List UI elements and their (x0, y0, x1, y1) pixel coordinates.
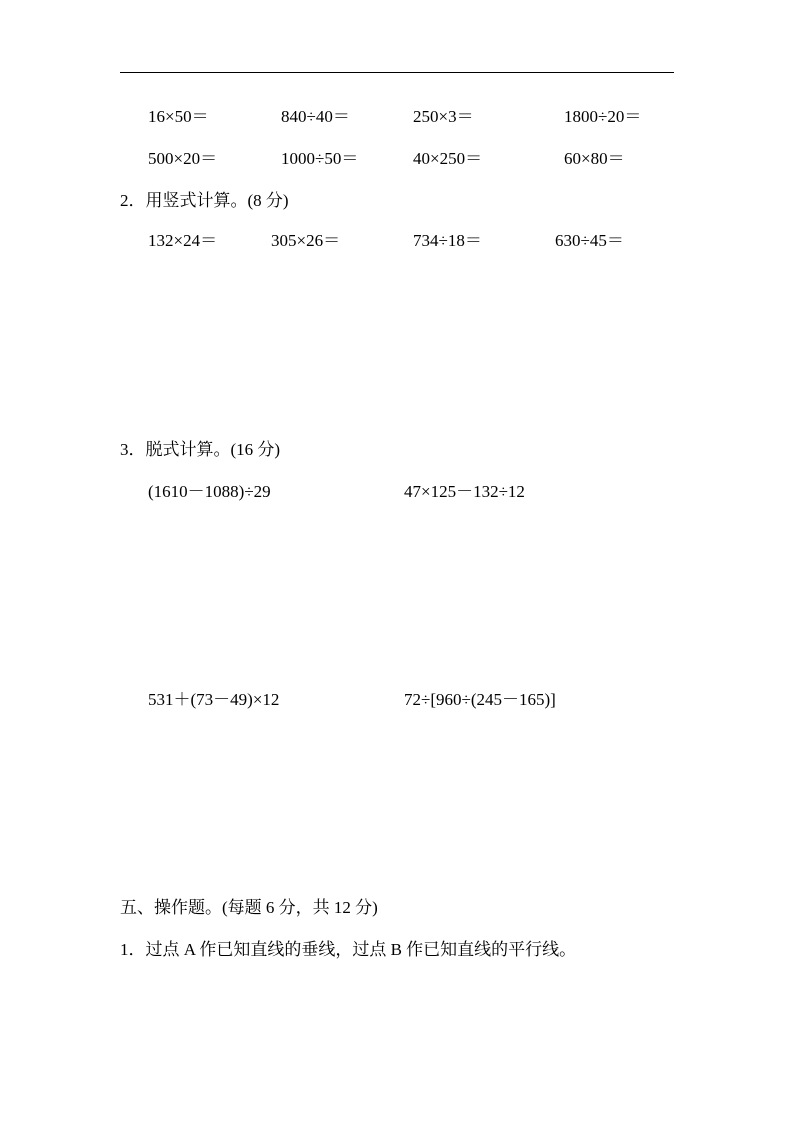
oral-problem: 1000÷50＝ (281, 149, 359, 168)
vertical-calc-problem: 305×26＝ (271, 231, 341, 250)
question-2-heading: 2．用竖式计算。(8 分) (120, 191, 289, 210)
stepwise-calc-problem: 72÷[960÷(245－165)] (404, 690, 556, 709)
stepwise-calc-problem: 47×125－132÷12 (404, 482, 525, 501)
oral-problem: 16×50＝ (148, 107, 209, 126)
oral-problem: 500×20＝ (148, 149, 218, 168)
stepwise-calc-problem: 531＋(73－49)×12 (148, 690, 280, 709)
vertical-calc-problem: 630÷45＝ (555, 231, 624, 250)
section-5-heading: 五、操作题。(每题 6 分，共 12 分) (120, 898, 378, 917)
vertical-calc-problem: 734÷18＝ (413, 231, 482, 250)
vertical-calc-problem: 132×24＝ (148, 231, 218, 250)
oral-problem: 40×250＝ (413, 149, 483, 168)
oral-problem: 60×80＝ (564, 149, 625, 168)
section-5-question-1: 1．过点 A 作已知直线的垂线，过点 B 作已知直线的平行线。 (120, 940, 577, 959)
question-3-heading: 3．脱式计算。(16 分) (120, 440, 281, 459)
oral-problem: 1800÷20＝ (564, 107, 642, 126)
oral-problem: 250×3＝ (413, 107, 474, 126)
header-rule (120, 72, 674, 73)
stepwise-calc-problem: (1610－1088)÷29 (148, 482, 271, 501)
oral-problem: 840÷40＝ (281, 107, 350, 126)
